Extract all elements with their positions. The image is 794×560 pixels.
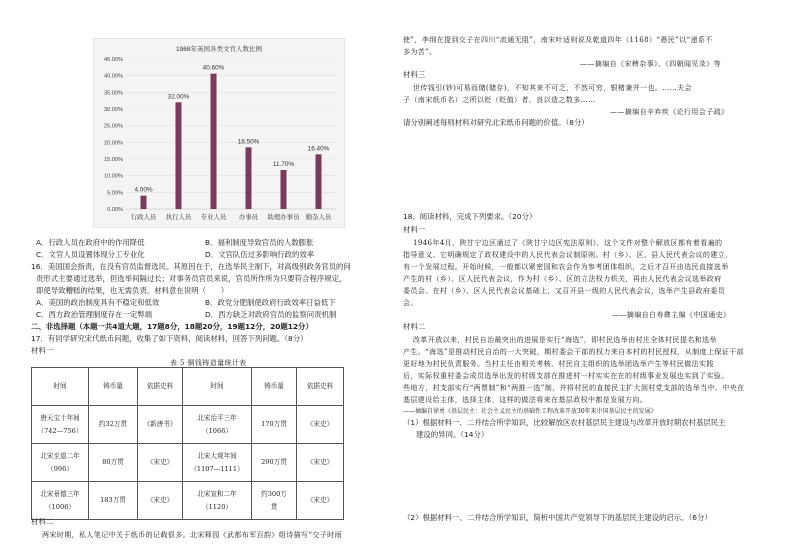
cell-line: 北宋宣和二年 xyxy=(197,489,237,498)
table-cell xyxy=(89,406,138,444)
x-category-label: 专业人员 xyxy=(200,213,227,221)
cell-line: 唐天宝十年间 xyxy=(40,413,80,422)
cell-line: 约300万 xyxy=(261,489,287,498)
bar xyxy=(211,74,217,209)
cell-line: （1107—1111） xyxy=(190,464,244,473)
material-2-label: 材料二 xyxy=(403,322,426,331)
table-caption: 表 5 铜钱铸造量统计表 xyxy=(170,359,247,367)
material-2-text: 两宋时期，私人笔记中关于纸币的记载很多。北宋释园《武都布军百韵》组诗描写“交子时雨 xyxy=(42,531,342,539)
bar-value-label: 11.70% xyxy=(272,161,295,168)
material-2-label: 材料二 xyxy=(31,517,54,526)
cell-line: 北宋治平三年 xyxy=(197,413,237,422)
material-1-label: 材料一 xyxy=(403,225,426,234)
citation: ——摘编自徐勇《基层民主：社会主义民主的基础性工程改革开放30年来中国基层民主的发展》 xyxy=(403,408,657,415)
y-tick-label: 30.00% xyxy=(104,107,123,113)
cell-line: 183万贯 xyxy=(100,496,126,505)
x-category-label: 勤杂人员 xyxy=(305,213,332,221)
table-cell xyxy=(32,482,89,520)
y-tick-label: 15.00% xyxy=(104,157,123,163)
paragraph-line: 后，实际权重村委会成员选举出发的村级支部在推进村一村实实在在的村级事业发展也实到了实验。 xyxy=(403,372,729,380)
table-header: 时间 xyxy=(32,368,89,406)
material-2-cont-2: 多为苦”。 xyxy=(403,48,437,56)
y-tick-label: 25.00% xyxy=(104,123,123,130)
paragraph-line: 1946年4月，陕甘宁边区通过了《陕甘宁边区宪法原则》，这个文件对整个解放区都有着看遍的 xyxy=(413,239,723,247)
cell-line: （742—756） xyxy=(37,426,83,435)
material-1-label: 材料一 xyxy=(31,346,54,355)
table-header: 时间 xyxy=(183,368,252,406)
bar xyxy=(316,154,322,209)
cell-line: 北宋大观年间 xyxy=(197,451,237,460)
bar xyxy=(281,170,287,209)
q15-option-d: D．文官队伍过多影响行政的效率 xyxy=(205,250,315,259)
cell-line: 《宋史》 xyxy=(306,420,334,429)
citation: ——摘编自白寿彝主编《中国通史》 xyxy=(612,311,731,319)
q16-option-c: C．西方政治管理制度存在一定弊端 xyxy=(36,310,153,319)
x-category-label: 办事员 xyxy=(238,213,259,221)
table-cell xyxy=(138,406,183,444)
table-cell xyxy=(252,406,297,444)
q15-option-a: A．行政人员在政府中的作用降低 xyxy=(36,238,145,247)
table-cell xyxy=(89,482,138,520)
q15-option-c: C．文官人员设置体现分工专业化 xyxy=(36,250,145,259)
q15-option-b: B．福利制度导致官员的人数膨胀 xyxy=(205,238,314,247)
y-tick-label: 10.00% xyxy=(104,173,123,180)
cell-line: （996） xyxy=(47,464,73,473)
cell-line: （1006） xyxy=(45,502,75,511)
bar xyxy=(141,196,147,209)
paragraph-line: 指导意义。它明确规定了政权建设中的人民代表会议制原则。村（乡）、区、县人民代表会议的建立， xyxy=(403,251,733,259)
cell-line: 贯 xyxy=(270,502,278,511)
citation: ——摘编自辛弃疾《论行用会子疏》 xyxy=(610,108,729,116)
table-header: 依据史料 xyxy=(297,368,344,406)
q16-option-b: B．政党分肥制使政府行政效率日益低下 xyxy=(205,298,336,307)
cell-line: （1120） xyxy=(202,502,232,511)
material-3-line-1: 世传钱引(钞)可易而储(储存)，不知其来不可乏，不然可穷，银楮兼并一也。……夫会 xyxy=(413,84,692,92)
table-cell xyxy=(138,482,183,520)
y-tick-label: 45.00% xyxy=(104,57,123,63)
cell-line: 《新唐书》 xyxy=(143,420,177,429)
table-cell xyxy=(183,444,252,482)
bar-value-label: 16.40% xyxy=(307,145,330,153)
paragraph-line: 委员会。在村（乡）、区人民代表会议基础上，又召开县一级的人民代表会议，选举产生县政府委员 xyxy=(403,287,726,295)
x-category-label: 行政人员 xyxy=(130,213,157,221)
table-cell xyxy=(252,444,297,482)
table-cell xyxy=(32,444,89,482)
table-header: 依据史料 xyxy=(138,368,183,406)
section-heading: 二、非选择题（本题一共4道大题，17题8分，18题20分，19题12分，20题12分） xyxy=(31,322,313,331)
cell-line: 《宋史》 xyxy=(146,458,174,467)
cell-line: 《宋史》 xyxy=(306,458,334,467)
q16-option-a: A．美国的政治制度具有不稳定和低效 xyxy=(36,298,160,307)
paragraph-line: 更好地为村民负责服务。当村主任由相关考核、村民自主组织的选举团选举产生等村民做法实践 xyxy=(403,360,714,368)
y-tick-label: 35.00% xyxy=(104,90,123,97)
bar-value-label: 32.00% xyxy=(167,93,190,101)
bar xyxy=(246,147,252,209)
cell-line: 《宋史》 xyxy=(306,496,334,505)
bar-value-label: 18.50% xyxy=(237,138,260,146)
cell-line: 80万贯 xyxy=(102,458,124,467)
table-cell xyxy=(252,482,297,520)
paragraph-line: 基层建设给主体，选择主体，这样的做法将来在基层政权中都是发展方向。 xyxy=(403,396,648,404)
y-tick-label: 5.00% xyxy=(107,190,123,197)
table-cell xyxy=(89,444,138,482)
q16-line-1: 16．美国国会指责，在没有官员监督选民。其原因在于，在选举民主制下，对高级别政务官员的问 xyxy=(31,262,351,271)
x-category-label: 助理办事员 xyxy=(267,213,300,221)
cell-line: 170万贯 xyxy=(261,420,287,429)
y-tick-label: 20.00% xyxy=(104,140,123,147)
q16-line-3: 即使导致糟糕的结果，也无需负责。材料意在说明（ ） xyxy=(36,286,229,295)
coin-casting-table xyxy=(31,367,344,520)
table-cell xyxy=(297,444,344,482)
sub-question-1-cont: 建设的异同。（14分） xyxy=(416,430,489,439)
table-cell xyxy=(183,482,252,520)
paragraph-line: 些地方，村支部实行“两票制”和“两推一选”制，并将村民的直接民主扩大到村党支部的选举当中。中央在 xyxy=(403,384,745,392)
table-cell xyxy=(138,444,183,482)
paragraph-line: 产生。“海选”是推动村民自治的一大突破，期村委会干部的权力来自本村的村民授权，从制度上保证干部 xyxy=(403,348,744,356)
paragraph-line: 改革开放以来，村民自治最突出的进展是实行“海选”，即村民选举由村庄全体村民提名和选举 xyxy=(413,336,717,344)
cell-line: 约32万贯 xyxy=(98,420,128,429)
table-cell xyxy=(297,406,344,444)
cell-line: 北宋至道二年 xyxy=(40,451,80,460)
material-2-cont: 使”，李纲在提到交子在四川“流通无阻”，南宋叶适则说及乾道四年（1168）“愚民”以“递系不 xyxy=(403,36,713,44)
cell-line: 290万贯 xyxy=(261,458,287,467)
chart-title: 1968年英国各类文官人数比例 xyxy=(176,46,262,53)
y-tick-label: 0.00% xyxy=(107,207,123,213)
paragraph-line: 产生的村（乡）、区人民代表会议，作为村（乡）、区的立法权力机关，再由人民代表会议选举政府 xyxy=(403,275,722,283)
cell-line: 北宋景德三年 xyxy=(40,489,80,498)
paragraph-line: 会。 xyxy=(403,299,418,307)
table-header: 铸币量 xyxy=(89,368,138,406)
bar xyxy=(176,102,182,209)
bar-chart xyxy=(93,38,345,228)
table-cell xyxy=(183,406,252,444)
q18-prompt: 18．阅读材料，完成下列要求。（20分） xyxy=(403,212,537,221)
q17-prompt: 17．有同学研究宋代纸币问题，收集了如下资料，阅读材料，回答下列问题。（8分） xyxy=(31,334,308,343)
sub-question-2: （2）根据材料一、二并结合所学知识，简析中国共产党领导下的基层民主建设的启示。（6分） xyxy=(403,513,712,522)
y-tick-label: 40.00% xyxy=(104,73,123,80)
x-category-label: 执行人员 xyxy=(165,213,192,221)
cell-line: （1066） xyxy=(202,426,232,435)
citation: ——摘编自《宋稗杂事》、《四朝闻见录》等 xyxy=(580,60,721,68)
material-3-line-2: 子（南宋纸币名）之所以贬（贬值）者，良以造之数多…… xyxy=(403,96,596,104)
table-cell xyxy=(32,406,89,444)
paragraph-line: 有一个发展过程。开始时候，一般都以紧密国和农会作为参考团体组织，之后才召开由选民直接选举 xyxy=(403,263,729,271)
bar-value-label: 40.60% xyxy=(202,64,225,72)
material-3-label: 材料三 xyxy=(403,70,426,79)
table-cell xyxy=(297,482,344,520)
q16-line-2: 责形式主要通过选举，但选举间隔过长；对事务员官员来说，官员所作所为只要符合程序规定， xyxy=(36,274,347,283)
sub-question-1: （1）根据材料一、二并结合所学知识，比较解放区农村基层民主建设与改革开放时期农村基层民主 xyxy=(403,418,726,427)
bar-value-label: 4.00% xyxy=(134,186,153,194)
cell-line: 《宋史》 xyxy=(146,496,174,505)
q16-option-d: D．西方缺乏对政府官员的监察问责机制 xyxy=(205,310,337,319)
q17-task: 请分别阐述每则材料对研究北宋纸币问题的价值。（8分） xyxy=(403,118,589,127)
table-header: 铸币量 xyxy=(252,368,297,406)
chart-canvas xyxy=(94,39,344,227)
